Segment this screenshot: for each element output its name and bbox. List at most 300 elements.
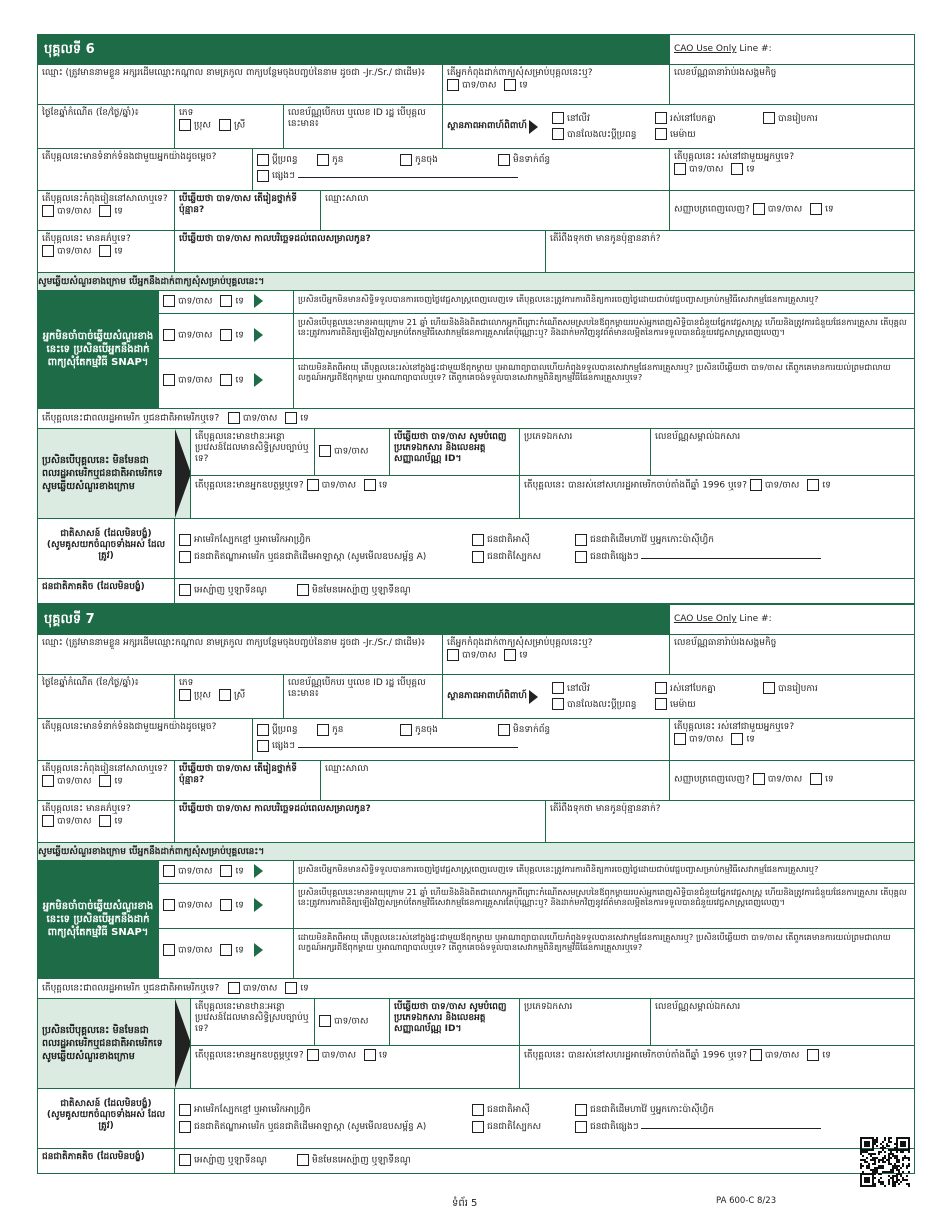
p6-white-checkbox[interactable] bbox=[472, 551, 484, 563]
form-code: PA 600-C 8/23 bbox=[716, 1196, 777, 1206]
p6-lives-with bbox=[670, 149, 914, 190]
p6-q3-no-label: ទេ bbox=[235, 375, 245, 386]
p6-noncitizen-side bbox=[38, 429, 191, 518]
p7-pregnant-label: តើបុគ្គលនេះ មានគភ៌ឬទេ? bbox=[42, 804, 131, 814]
p7-q1-row bbox=[159, 861, 914, 884]
p7-1996-no-label: ទេ bbox=[822, 1050, 831, 1061]
p7-sex bbox=[175, 675, 284, 718]
person-6-section bbox=[37, 34, 915, 604]
p7-race-label: ជាតិសាសន៍ (ដែលមិនបង្ខំ) (សូមគូសយកចំណុចទាំងអស់ ដែលត្រូវ) bbox=[46, 1099, 166, 1131]
p7-lives-yes-label: បាទ/ចាស bbox=[689, 734, 724, 745]
arrow-right-icon bbox=[254, 898, 263, 912]
p7-noncitizen-side bbox=[38, 999, 191, 1088]
arrow-right-icon bbox=[254, 294, 263, 308]
p6-name-row bbox=[38, 65, 914, 105]
p6-in-school bbox=[38, 191, 175, 230]
p6-female-checkbox[interactable] bbox=[219, 119, 231, 131]
p6-1996-yes-label: បាទ/ចាស bbox=[764, 480, 800, 491]
p7-female-checkbox[interactable] bbox=[219, 689, 231, 701]
p7-ethnicity-label: ជនជាតិភាគតិច (ដែលមិនបង្ខំ) bbox=[42, 1152, 145, 1162]
p7-spouse-checkbox[interactable] bbox=[257, 724, 269, 736]
p6-school-no-checkbox[interactable] bbox=[99, 205, 111, 217]
p6-white-label: ជនជាតិស្បែកស bbox=[487, 552, 542, 562]
p6-doc-type-label: ប្រភេទឯកសារ bbox=[524, 432, 573, 442]
p6-q3-row bbox=[159, 359, 914, 408]
p7-pregnant-yes-label: បាទ/ចាស bbox=[57, 816, 92, 827]
p6-sponsor-no-label: ទេ bbox=[379, 480, 388, 491]
p6-applying-no-label: ទេ bbox=[519, 80, 529, 91]
p6-diploma-no-label: ទេ bbox=[825, 204, 834, 215]
p7-diploma bbox=[670, 761, 914, 800]
p7-single-label: នៅលីវ bbox=[567, 683, 590, 694]
p7-immig-yes-checkbox[interactable] bbox=[319, 1015, 331, 1027]
p6-pregnant bbox=[38, 231, 175, 272]
p6-lives-no-label: ទេ bbox=[746, 164, 756, 175]
p7-child-checkbox[interactable] bbox=[317, 724, 329, 736]
p6-male-checkbox[interactable] bbox=[179, 119, 191, 131]
p7-hispanic-label: អេស្ប៉ាញ ឬឡាទីនណូ bbox=[194, 1155, 268, 1166]
p7-native-checkbox[interactable] bbox=[179, 1121, 191, 1133]
p6-lives-label: តើបុគ្គលនេះ រស់នៅជាមួយអ្នកឬទេ? bbox=[674, 152, 795, 162]
p7-lives-label: តើបុគ្គលនេះ រស់នៅជាមួយអ្នកឬទេ? bbox=[674, 722, 795, 732]
p7-dob-row bbox=[38, 675, 914, 719]
p7-male-checkbox[interactable] bbox=[179, 689, 191, 701]
p6-separated-checkbox[interactable] bbox=[655, 112, 667, 124]
p6-spouse-checkbox[interactable] bbox=[257, 154, 269, 166]
p7-separated-checkbox[interactable] bbox=[655, 682, 667, 694]
p6-lives-yes-label: បាទ/ចាស bbox=[689, 164, 724, 175]
p6-q1-yes-checkbox[interactable] bbox=[163, 295, 175, 307]
p7-widowed-checkbox[interactable] bbox=[655, 698, 667, 710]
p7-1996-yes-checkbox[interactable] bbox=[750, 1049, 762, 1061]
p6-marital-label: ស្ថានភាពអាពាហ៍ពិពាហ៍ bbox=[447, 121, 527, 131]
p6-single-checkbox[interactable] bbox=[552, 112, 564, 124]
p7-school-no-label: ទេ bbox=[114, 776, 124, 787]
p6-doc-q: បើឆ្លើយថា បាទ/ចាស សូមបំពេញប្រភេទឯកសារ និងលេខអត្តសញ្ញាណប័ណ្ណ ID។ bbox=[394, 432, 507, 464]
p6-citizen-no-label: ទេ bbox=[300, 413, 309, 424]
p7-diploma-yes-checkbox[interactable] bbox=[753, 773, 765, 785]
p7-race bbox=[175, 1089, 914, 1148]
p7-white-label: ជនជាតិស្បែកស bbox=[487, 1122, 542, 1132]
p7-q1-yes-checkbox[interactable] bbox=[163, 865, 175, 877]
p6-q2-no-label: ទេ bbox=[235, 330, 245, 341]
p7-lives-with bbox=[670, 719, 914, 760]
p7-applying-label: តើអ្នកកំពុងដាក់ពាក្យសុំសម្រាប់បុគ្គលនេះឬ? bbox=[447, 638, 593, 648]
page-number: ទំព័រ 5 bbox=[452, 1198, 478, 1209]
p7-band: សូមឆ្លើយសំណួរខាងក្រោម បើអ្នកនឹងដាក់ពាក្យសុំសម្រាប់បុគ្គលនេះ។ bbox=[38, 843, 914, 861]
p7-married-label: បានរៀបការ bbox=[778, 683, 818, 694]
p6-1996-yes-checkbox[interactable] bbox=[750, 479, 762, 491]
p7-white-checkbox[interactable] bbox=[472, 1121, 484, 1133]
arrow-right-icon bbox=[254, 373, 263, 387]
p6-hispanic-checkbox[interactable] bbox=[179, 584, 191, 596]
p7-race-other-checkbox[interactable] bbox=[575, 1121, 587, 1133]
p6-diploma-yes-label: បាទ/ចាស bbox=[767, 204, 803, 215]
p6-diploma-yes-checkbox[interactable] bbox=[753, 203, 765, 215]
p6-ssn-field[interactable] bbox=[670, 65, 914, 104]
p7-name-field[interactable] bbox=[38, 635, 443, 674]
arrow-right-icon bbox=[254, 328, 263, 342]
p6-applying-no-checkbox[interactable] bbox=[504, 79, 516, 91]
p6-due-label: បើឆ្លើយថា បាទ/ចាស កាលបរិច្ឆេទដល់ពេលសម្រាលកូន? bbox=[179, 234, 371, 244]
p7-pregnant-no-checkbox[interactable] bbox=[99, 815, 111, 827]
p7-other-label: ផ្សេងៗ bbox=[272, 741, 295, 751]
p6-race-other-label: ជនជាតិផ្សេងៗ bbox=[590, 552, 639, 562]
p6-dob-label: ថ្ងៃខែឆ្នាំកំណើត (ខែ/ថ្ងៃ/ឆ្នាំ)៖ bbox=[42, 108, 139, 118]
p6-1996-label: តើបុគ្គលនេះ បានរស់នៅសហរដ្ឋអាមេរិកចាប់តាំងពីឆ្នាំ 1996 ឬទេ? bbox=[524, 480, 748, 491]
p7-snap-block bbox=[38, 861, 914, 979]
p7-babies-label: តើរំពឹងទុកថា មានកូនប៉ុន្មាននាក់? bbox=[550, 804, 661, 814]
p6-other-label: ផ្សេងៗ bbox=[272, 171, 295, 181]
p6-q2-row bbox=[159, 314, 914, 359]
p7-other-input[interactable] bbox=[298, 747, 518, 748]
p6-spouse-label: ប្តីប្រពន្ធ bbox=[272, 155, 298, 165]
p6-applying-label: តើអ្នកកំពុងដាក់ពាក្យសុំសម្រាប់បុគ្គលនេះឬ? bbox=[447, 68, 593, 78]
p6-other-checkbox[interactable] bbox=[257, 170, 269, 182]
p6-band: សូមឆ្លើយសំណួរខាងក្រោម បើអ្នកនឹងដាក់ពាក្យសុំសម្រាប់បុគ្គលនេះ។ bbox=[38, 273, 914, 291]
p7-asian-label: ជនជាតិអាស៊ី bbox=[487, 1105, 530, 1115]
p7-snap-questions bbox=[159, 861, 914, 978]
p7-dob-label: ថ្ងៃខែឆ្នាំកំណើត (ខែ/ថ្ងៃ/ឆ្នាំ)៖ bbox=[42, 678, 139, 688]
p6-diploma-no-checkbox[interactable] bbox=[810, 203, 822, 215]
p7-q2-row bbox=[159, 884, 914, 929]
p7-married-checkbox[interactable] bbox=[763, 682, 775, 694]
p6-school-label: តើបុគ្គលនេះកំពុងរៀននៅសាលាឬទេ? bbox=[42, 194, 168, 204]
p6-ethnicity-label: ជនជាតិភាគតិច (ដែលមិនបង្ខំ) bbox=[42, 582, 145, 592]
p7-due-label: បើឆ្លើយថា បាទ/ចាស កាលបរិច្ឆេទដល់ពេលសម្រាលកូន? bbox=[179, 804, 371, 814]
p7-divorced-label: បានលែងលះប្តីប្រពន្ធ bbox=[567, 699, 637, 710]
p6-widowed-checkbox[interactable] bbox=[655, 128, 667, 140]
p7-1996-no-checkbox[interactable] bbox=[807, 1049, 819, 1061]
p6-applying-yes-checkbox[interactable] bbox=[447, 79, 459, 91]
p6-black-checkbox[interactable] bbox=[179, 534, 191, 546]
p7-q2-yes-label: បាទ/ចាស bbox=[178, 900, 213, 911]
p6-relation-label: តើបុគ្គលនេះមានទំនាក់ទំនងជាមួយអ្នកយ៉ាងដូចម្តេច? bbox=[42, 152, 217, 162]
p7-grade-label: បើឆ្លើយថា បាទ/ចាស តើរៀនថ្នាក់ទីប៉ុន្មាន? bbox=[179, 764, 297, 785]
p7-id-label: លេខប័ណ្ណបើកបរ ឬលេខ ID រដ្ឋ បើបុគ្គលនេះមាន៖ bbox=[288, 678, 426, 699]
p6-q2-no-checkbox[interactable] bbox=[220, 329, 232, 341]
p7-q2-no-checkbox[interactable] bbox=[220, 899, 232, 911]
p7-q1-yes-label: បាទ/ចាស bbox=[178, 866, 213, 877]
p6-citizen-yes-checkbox[interactable] bbox=[228, 412, 240, 424]
p6-married-label: បានរៀបការ bbox=[778, 113, 818, 124]
p6-relation-row bbox=[38, 149, 914, 191]
p7-pregnant bbox=[38, 801, 175, 842]
p7-race-other-label: ជនជាតិផ្សេងៗ bbox=[590, 1122, 639, 1132]
p6-child-checkbox[interactable] bbox=[317, 154, 329, 166]
p6-doc-type-field[interactable] bbox=[520, 429, 651, 475]
p6-1996-no-checkbox[interactable] bbox=[807, 479, 819, 491]
p6-separated-label: រស់នៅបែកគ្នា bbox=[670, 113, 716, 124]
p6-noncitizen-questions bbox=[191, 429, 914, 518]
p6-diploma bbox=[670, 191, 914, 230]
p6-sponsor-no-checkbox[interactable] bbox=[364, 479, 376, 491]
p7-applying-yes-checkbox[interactable] bbox=[447, 649, 459, 661]
p7-sex-label: ភេទ bbox=[179, 678, 194, 688]
p7-q3-no-checkbox[interactable] bbox=[220, 944, 232, 956]
p7-doc-q: បើឆ្លើយថា បាទ/ចាស សូមបំពេញប្រភេទឯកសារ និងលេខអត្តសញ្ញាណប័ណ្ណ ID។ bbox=[394, 1002, 507, 1034]
p7-header bbox=[38, 605, 914, 635]
p6-q1-yes-label: បាទ/ចាស bbox=[178, 296, 213, 307]
qr-code-icon bbox=[860, 1137, 910, 1187]
p6-noncitizen-block bbox=[38, 429, 914, 519]
p7-relation bbox=[253, 719, 670, 760]
p7-diploma-label: សញ្ញាបត្រពេញលេញ? bbox=[674, 774, 750, 785]
p6-1996-no-label: ទេ bbox=[822, 480, 831, 491]
p6-school-row bbox=[38, 191, 914, 231]
p7-school-row bbox=[38, 761, 914, 801]
p7-q3-yes-label: បាទ/ចាស bbox=[178, 945, 213, 956]
p6-id-field[interactable] bbox=[284, 105, 443, 148]
cao-line: Line #: bbox=[739, 614, 772, 624]
p7-school-yes-checkbox[interactable] bbox=[42, 775, 54, 787]
p7-grade-field[interactable] bbox=[175, 761, 321, 800]
p6-q1-row bbox=[159, 291, 914, 314]
p7-citizen-no-label: ទេ bbox=[300, 983, 309, 994]
p7-female-label: ស្រី bbox=[233, 690, 246, 701]
p6-immig-yes-checkbox[interactable] bbox=[319, 445, 331, 457]
p6-doc-number-field[interactable] bbox=[651, 429, 914, 475]
p6-q2-yes-checkbox[interactable] bbox=[163, 329, 175, 341]
p6-divorced-checkbox[interactable] bbox=[552, 128, 564, 140]
p6-applying-yes-label: បាទ/ចាស bbox=[462, 80, 497, 91]
p6-sex-label: ភេទ bbox=[179, 108, 194, 118]
p7-school-yes-label: បាទ/ចាស bbox=[57, 776, 92, 787]
p6-not-hispanic-label: មិនមែនអេស្ប៉ាញ ឬឡាទីនណូ bbox=[312, 585, 411, 596]
p6-race-label-cell bbox=[38, 519, 175, 578]
p6-relation bbox=[253, 149, 670, 190]
p7-unrelated-label: មិនទាក់ព័ន្ធ bbox=[513, 725, 551, 735]
p7-pregnant-row bbox=[38, 801, 914, 843]
p7-noncitizen-text: ប្រសិនបើបុគ្គលនេះ មិនមែនជាពលរដ្ឋអាមេរិកឬជនជាតិអាមេរិកទេ សូមឆ្លើយសំណួរខាងក្រោម bbox=[42, 1025, 163, 1062]
p6-hawaiian-label: ជនជាតិដើមហាវ៉ៃ ឬអ្នកកោះប៉ាស៊ីហ្វិក bbox=[590, 535, 714, 545]
p6-school-name-field[interactable] bbox=[321, 191, 670, 230]
p7-hawaiian-checkbox[interactable] bbox=[575, 1104, 587, 1116]
p6-female-label: ស្រី bbox=[233, 120, 246, 131]
p7-not-hispanic-label: មិនមែនអេស្ប៉ាញ ឬឡាទីនណូ bbox=[312, 1155, 411, 1166]
p6-race bbox=[175, 519, 914, 578]
p6-sponsor-yes-label: បាទ/ចាស bbox=[321, 480, 357, 491]
p7-q2-no-label: ទេ bbox=[235, 900, 245, 911]
p7-applying-yes-label: បាទ/ចាស bbox=[462, 650, 497, 661]
p7-lives-no-checkbox[interactable] bbox=[731, 733, 743, 745]
p6-immig-label: តើបុគ្គលនេះមានឋានៈអន្តោប្រវេសន៍ដែលមានសិទ្ធិស្របច្បាប់ឬទេ? bbox=[195, 432, 309, 464]
p7-babies-field[interactable] bbox=[546, 801, 914, 842]
p6-header bbox=[38, 35, 914, 65]
p7-pregnant-no-label: ទេ bbox=[114, 816, 124, 827]
p7-relation-label: តើបុគ្គលនេះមានទំនាក់ទំនងជាមួយអ្នកយ៉ាងដូចម្តេច? bbox=[42, 722, 217, 732]
p6-title: បុគ្គលទី 6 bbox=[38, 35, 670, 64]
p7-1996-yes-label: បាទ/ចាស bbox=[764, 1050, 800, 1061]
form bbox=[37, 34, 915, 1174]
p7-not-hispanic-checkbox[interactable] bbox=[297, 1154, 309, 1166]
p7-q1-text: ប្រសិនបើអ្នកមិនមានសិទ្ធិទទួលបានការចេញថ្លៃវេជ្ជសាស្ត្រពេញលេញទេ តើបុគ្គលនេះត្រូវការការពិនិត្យការចេញថ្លៃដោយជាប់វេជ្ជបញ្ជាសម្រាប់កម្មវិធីសេវាកម្មផែនការគ្រួសារឬ? bbox=[298, 864, 819, 874]
p7-title: បុគ្គលទី 7 bbox=[38, 605, 670, 634]
p7-q1-no-checkbox[interactable] bbox=[220, 865, 232, 877]
p7-q2-yes-checkbox[interactable] bbox=[163, 899, 175, 911]
p6-snap-side: អ្នកមិនចាំបាច់ឆ្លើយសំណួរខាងនេះទេ ប្រសិនបើអ្នកនឹងដាក់ពាក្យសុំតែកម្មវិធី SNAP។ bbox=[38, 291, 159, 408]
cao-line: Line #: bbox=[739, 44, 772, 54]
p6-noncitizen-text: ប្រសិនបើបុគ្គលនេះ មិនមែនជាពលរដ្ឋអាមេរិកឬជនជាតិអាមេរិកទេ សូមឆ្លើយសំណួរខាងក្រោម bbox=[42, 455, 163, 492]
p7-other-checkbox[interactable] bbox=[257, 740, 269, 752]
p6-native-checkbox[interactable] bbox=[179, 551, 191, 563]
p6-school-yes-checkbox[interactable] bbox=[42, 205, 54, 217]
p6-sponsor-yes-checkbox[interactable] bbox=[307, 479, 319, 491]
p7-asian-checkbox[interactable] bbox=[472, 1104, 484, 1116]
p6-q2-yes-label: បាទ/ចាស bbox=[178, 330, 213, 341]
p7-school-name-label: ឈ្មោះសាលា bbox=[325, 764, 369, 774]
p6-q3-yes-checkbox[interactable] bbox=[163, 374, 175, 386]
p7-spouse-label: ប្តីប្រពន្ធ bbox=[272, 725, 298, 735]
p7-lives-yes-checkbox[interactable] bbox=[674, 733, 686, 745]
p6-child-label: កូន bbox=[332, 155, 344, 165]
p6-q3-yes-label: បាទ/ចាស bbox=[178, 375, 213, 386]
p6-pregnant-no-label: ទេ bbox=[114, 246, 124, 257]
p7-q2-text: ប្រសិនបើបុគ្គលនេះមានអាយុក្រោម 21 ឆ្នាំ ហើយនិងនិងពិតជាលោកអ្នកពីព្រោះកំណើតសមស្របនៃឪពុកម្តាយរបស់អ្នកពេញសិទ្ធិបានជំនួយផ្នែកវេជ្ជសាស្ត្រ ហើយនិងត្រូវការជំនួយផែនការគ្រួសារ តើបុគ្គលនេះត្រូវការការពិនិត្យឡើងវិញសម្រាប់តែកម្មវិធីសេវាកម្មផែនការគ្រួសារតែប៉ុណ្ណោះឬ? និងដាក់មកវិញនូវព័ត៌មានលម្អិតនៃការទទួលបានជំនួយវេជ្ជសាស្ត្រពេញលេញ។ bbox=[298, 887, 907, 907]
p6-due-date-field[interactable] bbox=[175, 231, 546, 272]
p6-citizen-row bbox=[38, 409, 914, 429]
p7-diploma-yes-label: បាទ/ចាស bbox=[767, 774, 803, 785]
p6-q3-text: ដោយមិនគិតពីអាយុ តើបុគ្គលនេះរស់នៅក្នុងផ្ទះជាមួយឪពុកម្តាយ ឬអាណាព្យាបាលហើយកំពុងទទួលបានសេវាកម្មផែនការគ្រួសារឬ? ប្រសិនបើឆ្លើយថា បាទ/ចាស តើពួកគេមានការយល់ព្រមជាលាយលក្ខណ៍អក្សរពីឪពុកម្តាយ ឬអាណាព្យាបាលឬទេ? តើពួកគេចង់ទទួលបានសេវាកម្មពិនិត្យកម្មវិធីផែនការគ្រួសារឬទេ? bbox=[298, 362, 891, 382]
p7-hispanic-checkbox[interactable] bbox=[179, 1154, 191, 1166]
p7-separated-label: រស់នៅបែកគ្នា bbox=[670, 683, 716, 694]
p6-immig-yes-label: បាទ/ចាស bbox=[334, 446, 369, 457]
p7-citizen-label: តើបុគ្គលនេះជាពលរដ្ឋអាមេរិក ឬជនជាតិអាមេរិកឬទេ? bbox=[42, 983, 220, 994]
p7-sponsor-no-label: ទេ bbox=[379, 1050, 388, 1061]
p7-doc-type-field[interactable] bbox=[520, 999, 651, 1045]
p6-stepchild-label: កូនចុង bbox=[415, 155, 438, 165]
p7-unrelated-checkbox[interactable] bbox=[498, 724, 510, 736]
p6-race-other-input[interactable] bbox=[641, 558, 821, 559]
p7-sponsor-yes-checkbox[interactable] bbox=[307, 1049, 319, 1061]
p6-other-input[interactable] bbox=[298, 177, 518, 178]
p7-race-row bbox=[38, 1089, 914, 1149]
p6-race-other-checkbox[interactable] bbox=[575, 551, 587, 563]
p6-doc-number-label: លេខប័ណ្ណសម្គាល់ឯកសារ bbox=[655, 432, 741, 442]
p7-1996-label: តើបុគ្គលនេះ បានរស់នៅសហរដ្ឋអាមេរិកចាប់តាំងពីឆ្នាំ 1996 ឬទេ? bbox=[524, 1050, 748, 1061]
p7-doc-number-field[interactable] bbox=[651, 999, 914, 1045]
p6-asian-label: ជនជាតិអាស៊ី bbox=[487, 535, 530, 545]
p6-snap-block bbox=[38, 291, 914, 409]
p6-school-name-label: ឈ្មោះសាលា bbox=[325, 194, 369, 204]
p6-cao bbox=[670, 35, 914, 64]
p6-q1-text: ប្រសិនបើអ្នកមិនមានសិទ្ធិទទួលបានការចេញថ្លៃវេជ្ជសាស្ត្រពេញលេញទេ តើបុគ្គលនេះត្រូវការការពិនិត្យការចេញថ្លៃដោយជាប់វេជ្ជបញ្ជាសម្រាប់កម្មវិធីសេវាកម្មផែនការគ្រួសារឬ? bbox=[298, 294, 819, 304]
p6-q3-no-checkbox[interactable] bbox=[220, 374, 232, 386]
p6-dob-row bbox=[38, 105, 914, 149]
p6-school-no-label: ទេ bbox=[114, 206, 124, 217]
arrow-right-icon bbox=[254, 943, 263, 957]
p7-id-field[interactable] bbox=[284, 675, 443, 718]
p6-black-label: អាមេរិកស្បែកខ្មៅ ឬអាមេរិកអាហ្វ្រិក bbox=[194, 535, 311, 545]
p7-citizen-no-checkbox[interactable] bbox=[285, 982, 297, 994]
p6-pregnant-yes-label: បាទ/ចាស bbox=[57, 246, 92, 257]
p6-dob-field[interactable] bbox=[38, 105, 175, 148]
p6-unrelated-checkbox[interactable] bbox=[498, 154, 510, 166]
p6-babies-label: តើរំពឹងទុកថា មានកូនប៉ុន្មាននាក់? bbox=[550, 234, 661, 244]
p6-grade-field[interactable] bbox=[175, 191, 321, 230]
p6-citizen-label: តើបុគ្គលនេះជាពលរដ្ឋអាមេរិក ឬជនជាតិអាមេរិកឬទេ? bbox=[42, 413, 220, 424]
p7-ssn-field[interactable] bbox=[670, 635, 914, 674]
p7-hawaiian-label: ជនជាតិដើមហាវ៉ៃ ឬអ្នកកោះប៉ាស៊ីហ្វិក bbox=[590, 1105, 714, 1115]
p6-pregnant-yes-checkbox[interactable] bbox=[42, 245, 54, 257]
p7-applying-no-label: ទេ bbox=[519, 650, 529, 661]
p7-immig-label: តើបុគ្គលនេះមានឋានៈអន្តោប្រវេសន៍ដែលមានសិទ្ធិស្របច្បាប់ឬទេ? bbox=[195, 1002, 309, 1034]
p7-divorced-checkbox[interactable] bbox=[552, 698, 564, 710]
cao-use-only: CAO Use Only bbox=[674, 614, 737, 624]
p7-diploma-no-label: ទេ bbox=[825, 774, 834, 785]
p6-citizen-yes-label: បាទ/ចាស bbox=[242, 413, 278, 424]
arrow-right-icon bbox=[254, 864, 263, 878]
p6-name-field[interactable] bbox=[38, 65, 443, 104]
person-7-section bbox=[37, 604, 915, 1174]
p6-snap-questions bbox=[159, 291, 914, 408]
p6-hawaiian-checkbox[interactable] bbox=[575, 534, 587, 546]
p7-school-no-checkbox[interactable] bbox=[99, 775, 111, 787]
p6-lives-yes-checkbox[interactable] bbox=[674, 163, 686, 175]
p7-doc-number-label: លេខប័ណ្ណសម្គាល់ឯកសារ bbox=[655, 1002, 741, 1012]
p7-diploma-no-checkbox[interactable] bbox=[810, 773, 822, 785]
p7-native-label: ជនជាតិឥណ្ឌាអាមេរិក ឬជនជាតិដើមអាឡាស្កា (សូមមើលឧបសម្ព័ន្ធ A) bbox=[194, 1122, 427, 1132]
p6-single-label: នៅលីវ bbox=[567, 113, 590, 124]
p6-marital bbox=[443, 105, 914, 148]
p7-name-row bbox=[38, 635, 914, 675]
p6-lives-no-checkbox[interactable] bbox=[731, 163, 743, 175]
p6-race-label: ជាតិសាសន៍ (ដែលមិនបង្ខំ) (សូមគូសយកចំណុចទាំងអស់ ដែលត្រូវ) bbox=[46, 529, 166, 561]
p7-sponsor-label: តើបុគ្គលនេះមានអ្នកឧបត្ថម្ភឬទេ? bbox=[195, 1050, 304, 1061]
p6-unrelated-label: មិនទាក់ព័ន្ធ bbox=[513, 155, 551, 165]
p7-citizen-yes-checkbox[interactable] bbox=[228, 982, 240, 994]
p6-ssn-label: លេខប័ណ្ណធានារ៉ាប់រងសង្គមកិច្ច bbox=[674, 68, 777, 78]
p6-babies-field[interactable] bbox=[546, 231, 914, 272]
p7-single-checkbox[interactable] bbox=[552, 682, 564, 694]
p7-stepchild-label: កូនចុង bbox=[415, 725, 438, 735]
p6-asian-checkbox[interactable] bbox=[472, 534, 484, 546]
p7-sponsor-no-checkbox[interactable] bbox=[364, 1049, 376, 1061]
p6-married-checkbox[interactable] bbox=[763, 112, 775, 124]
chevron-right-icon bbox=[529, 120, 538, 134]
p7-pregnant-yes-checkbox[interactable] bbox=[42, 815, 54, 827]
p6-stepchild-checkbox[interactable] bbox=[400, 154, 412, 166]
p7-citizen-yes-label: បាទ/ចាស bbox=[242, 983, 278, 994]
p6-q1-no-label: ទេ bbox=[235, 296, 245, 307]
p6-sex bbox=[175, 105, 284, 148]
p6-pregnant-no-checkbox[interactable] bbox=[99, 245, 111, 257]
p6-q1-no-checkbox[interactable] bbox=[220, 295, 232, 307]
p6-race-row bbox=[38, 519, 914, 579]
p7-race-other-input[interactable] bbox=[641, 1128, 821, 1129]
p7-widowed-label: មេម៉ាយ bbox=[670, 699, 696, 710]
p6-hispanic-label: អេស្ប៉ាញ ឬឡាទីនណូ bbox=[194, 585, 268, 596]
p6-citizen-no-checkbox[interactable] bbox=[285, 412, 297, 424]
p7-child-label: កូន bbox=[332, 725, 344, 735]
p7-stepchild-checkbox[interactable] bbox=[400, 724, 412, 736]
p6-not-hispanic-checkbox[interactable] bbox=[297, 584, 309, 596]
p7-q1-no-label: ទេ bbox=[235, 866, 245, 877]
p7-marital bbox=[443, 675, 914, 718]
p7-q3-row bbox=[159, 929, 914, 978]
p7-black-checkbox[interactable] bbox=[179, 1104, 191, 1116]
p7-applying-no-checkbox[interactable] bbox=[504, 649, 516, 661]
p7-due-date-field[interactable] bbox=[175, 801, 546, 842]
p7-school-name-field[interactable] bbox=[321, 761, 670, 800]
chevron-right-icon bbox=[529, 690, 538, 704]
p7-relation-label-cell bbox=[38, 719, 253, 760]
p7-dob-field[interactable] bbox=[38, 675, 175, 718]
p7-q3-yes-checkbox[interactable] bbox=[163, 944, 175, 956]
p6-q2-text: ប្រសិនបើបុគ្គលនេះមានអាយុក្រោម 21 ឆ្នាំ ហើយនិងនិងពិតជាលោកអ្នកពីព្រោះកំណើតសមស្របនៃឪពុកម្តាយរបស់អ្នកពេញសិទ្ធិបានជំនួយផ្នែកវេជ្ជសាស្ត្រ ហើយនិងត្រូវការជំនួយផែនការគ្រួសារ តើបុគ្គលនេះត្រូវការការពិនិត្យឡើងវិញសម្រាប់តែកម្មវិធីសេវាកម្មផែនការគ្រួសារតែប៉ុណ្ណោះឬ? និងដាក់មកវិញនូវព័ត៌មានលម្អិតនៃការទទួលបានជំនួយវេជ្ជសាស្ត្រពេញលេញ។ bbox=[298, 317, 907, 337]
p6-widowed-label: មេម៉ាយ bbox=[670, 129, 696, 140]
p7-applying bbox=[443, 635, 670, 674]
